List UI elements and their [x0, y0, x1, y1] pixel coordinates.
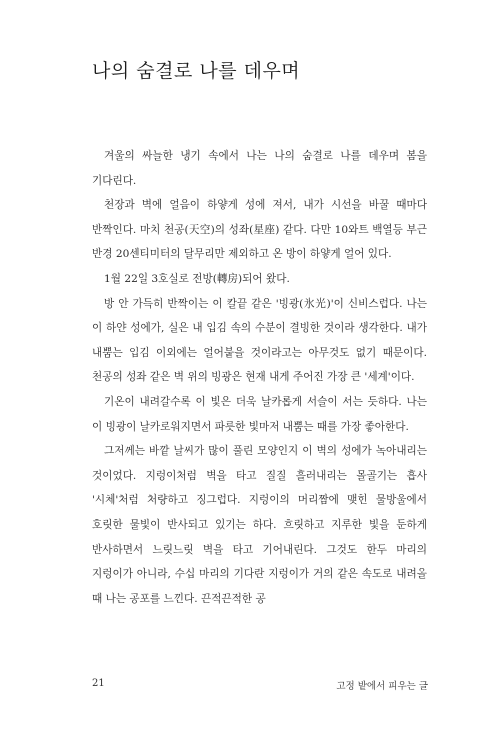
- chapter-title: 나의 숨결로 나를 데우며: [92, 60, 301, 82]
- paragraph: 겨울의 싸늘한 냉기 속에서 나는 나의 숨결로 나를 데우며 봄을 기다린다.: [92, 150, 427, 187]
- paragraph: 방 안 가득히 반짝이는 이 칼끝 같은 '빙광(氷光)'이 신비스럽다. 나는 이 하얀 성에가, 실은 내 입김 속의 수분이 결빙한 것이라 생각한다. 내가 내뿜는 입김 이외에는 얼어붙을 것이라고는 아무것도 없기 때문이다. 천공의 성좌 같은 벽 위의 빙광은 현재 내게 주어진 가장 큰 '세계'이다.: [92, 297, 427, 384]
- paragraph: 그저께는 바깥 날씨가 많이 풀린 모양인지 이 벽의 성에가 녹아내리는 것이었다. 지렁이처럼 벽을 타고 질질 흘러내리는 몰골기는 흡사 '시체'처럼 처량하고 징그럽다. 지렁이의 머리짬에 맺힌 물방울에서 호릿한 물빛이 반사되고 있기는 하다. 흐릿하고 지루한 빛을 둔하게 반사하면서 느릿느릿 벽을 타고 기어내린다. 그것도 한두 마리의 지렁이가 아니라, 수십 마리의 기다란 지렁이가 거의 같은 속도로 내려올 때 나는 공포를 느낀다. 끈적끈적한 공: [92, 445, 427, 605]
- paragraph: 기온이 내려갈수록 이 빛은 더욱 날카롭게 서슬이 서는 듯하다. 나는 이 빙광이 날카로워지면서 파릇한 빛마저 내뿜는 때를 가장 좋아한다.: [92, 395, 427, 433]
- running-title: 고정 밭에서 피우는 글: [336, 681, 428, 692]
- page-number: 21: [92, 678, 105, 689]
- body-text: [92, 144, 427, 611]
- paragraph: 천장과 벽에 얼음이 하얗게 성에 져서, 내가 시선을 바꿀 때마다 반짝인다. 마치 천공(天空)의 성좌(星座) 같다. 다만 10와트 백열등 부근 반경 20센티미터의 달무리만 제외하고 온 방이 하얗게 얼어 있다.: [92, 199, 427, 261]
- paragraph: 1월 22일 3호실로 전방(轉房)되어 왔다.: [104, 272, 290, 285]
